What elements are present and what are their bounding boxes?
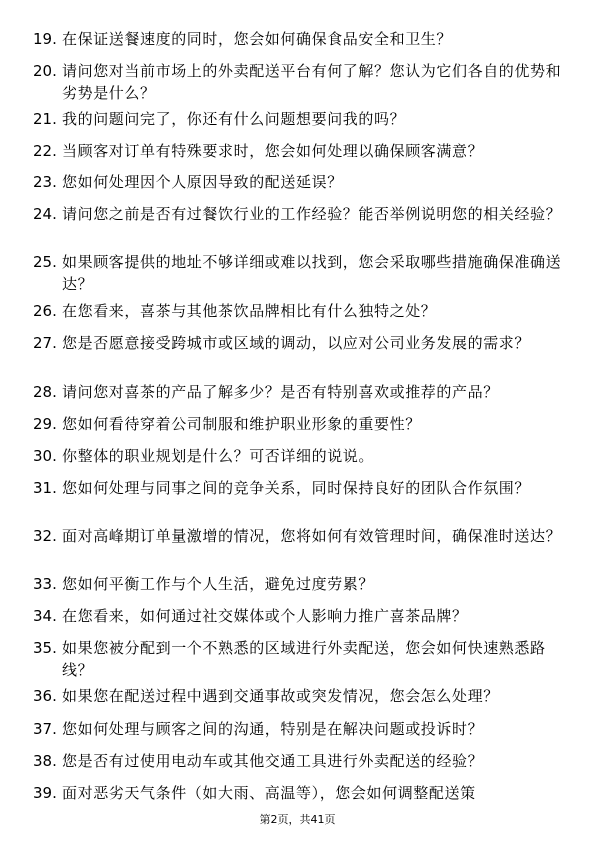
question-number: 37. xyxy=(33,720,57,738)
question-number: 34. xyxy=(33,607,57,625)
question-number: 22. xyxy=(33,142,57,160)
question-number: 31. xyxy=(33,479,57,497)
question-text: 如果您在配送过程中遇到交通事故或突发情况，您会怎么处理？ xyxy=(62,687,499,705)
question-number: 27. xyxy=(33,334,57,352)
question-number: 20. xyxy=(33,62,57,80)
question-text: 如果顾客提供的地址不够详细或难以找到，您会采取哪些措施确保准确送达？ xyxy=(62,253,562,293)
question-number: 35. xyxy=(33,639,57,657)
page-number-footer: 第2页，共41页 xyxy=(259,813,336,826)
question-number: 21. xyxy=(33,110,57,128)
question-text: 面对高峰期订单量激增的情况，您将如何有效管理时间，确保准时送达？ xyxy=(62,527,562,545)
question-text: 我的问题问完了，你还有什么问题想要问我的吗？ xyxy=(62,110,406,128)
question-text: 在您看来，如何通过社交媒体或个人影响力推广喜茶品牌？ xyxy=(62,607,468,625)
question-text: 在您看来，喜茶与其他茶饮品牌相比有什么独特之处？ xyxy=(62,302,437,320)
question-text: 您是否愿意接受跨城市或区域的调动，以应对公司业务发展的需求？ xyxy=(62,334,531,352)
question-text: 请问您对喜茶的产品了解多少？是否有特别喜欢或推荐的产品？ xyxy=(62,383,499,401)
question-text: 如果您被分配到一个不熟悉的区域进行外卖配送，您会如何快速熟悉路线？ xyxy=(62,639,546,679)
question-number: 38. xyxy=(33,752,57,770)
question-number: 29. xyxy=(33,415,57,433)
question-number: 28. xyxy=(33,383,57,401)
question-text: 您是否有过使用电动车或其他交通工具进行外卖配送的经验？ xyxy=(62,752,484,770)
question-number: 30. xyxy=(33,447,57,465)
question-text: 请问您之前是否有过餐饮行业的工作经验？能否举例说明您的相关经验？ xyxy=(62,205,562,223)
question-number: 19. xyxy=(33,30,57,48)
question-text: 当顾客对订单有特殊要求时，您会如何处理以确保顾客满意？ xyxy=(62,142,484,160)
question-text: 您如何处理与顾客之间的沟通，特别是在解决问题或投诉时？ xyxy=(62,720,484,738)
question-number: 32. xyxy=(33,527,57,545)
question-number: 36. xyxy=(33,687,57,705)
question-text: 您如何平衡工作与个人生活，避免过度劳累？ xyxy=(62,575,375,593)
question-text: 在保证送餐速度的同时，您会如何确保食品安全和卫生？ xyxy=(62,30,453,48)
question-text: 您如何看待穿着公司制服和维护职业形象的重要性？ xyxy=(62,415,421,433)
question-number: 24. xyxy=(33,205,57,223)
question-number: 39. xyxy=(33,784,57,802)
question-text: 您如何处理因个人原因导致的配送延误？ xyxy=(62,173,343,191)
question-number: 33. xyxy=(33,575,57,593)
question-text: 您如何处理与同事之间的竞争关系，同时保持良好的团队合作氛围？ xyxy=(62,479,531,497)
question-number: 25. xyxy=(33,253,57,271)
question-number: 23. xyxy=(33,173,57,191)
question-number: 26. xyxy=(33,302,57,320)
question-text: 面对恶劣天气条件（如大雨、高温等），您会如何调整配送策 xyxy=(62,784,476,802)
question-text: 你整体的职业规划是什么？可否详细的说说。 xyxy=(62,447,375,465)
question-text: 请问您对当前市场上的外卖配送平台有何了解？您认为它们各自的优势和劣势是什么？ xyxy=(62,62,562,102)
